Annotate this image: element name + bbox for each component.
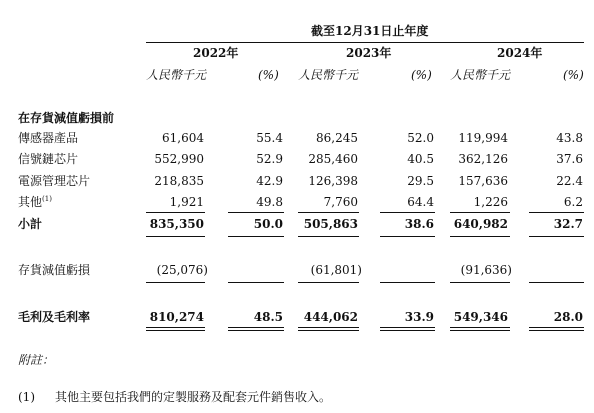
row-label-text: 其他 [18,195,43,209]
subtotal-bottom-rule [529,236,584,237]
total-label: 毛利及毛利率 [18,310,91,324]
cell: 64.4 [407,195,434,209]
total-double-rule [146,330,205,331]
total-double-rule [450,330,510,331]
pct-label-2023: (%) [411,68,432,82]
cell: (25,076) [156,263,208,277]
subtotal-top-rule [529,212,584,213]
total-top-rule [450,282,510,283]
cell: 552,990 [154,152,204,166]
total-double-rule [298,327,359,328]
subtotal-bottom-rule [298,236,359,237]
row-label [18,195,52,209]
cell: 50.0 [253,217,283,231]
subtotal-bottom-rule [146,236,205,237]
notes-heading: 附註： [18,353,55,367]
footnote-marker: (1) [42,195,52,203]
cell: 29.5 [407,174,434,188]
cell: 52.9 [256,152,283,166]
total-top-rule [146,282,205,283]
cell: 1,226 [473,195,508,209]
year-2022: 2022年 [193,46,239,60]
total-top-rule [529,282,584,283]
row-label: 傳感器產品 [18,131,79,145]
subtotal-top-rule [298,212,359,213]
total-double-rule [529,327,584,328]
total-top-rule [298,282,359,283]
pct-label-2022: (%) [258,68,279,82]
cell: 6.2 [563,195,583,209]
cell: 43.8 [556,131,583,145]
cell: (61,801) [310,263,362,277]
total-double-rule [228,330,284,331]
unit-label-2023: 人民幣千元 [298,68,359,82]
subtotal-top-rule [450,212,510,213]
cell: 444,062 [303,310,358,324]
cell: 119,994 [458,131,508,145]
cell: 38.6 [404,217,434,231]
subtotal-top-rule [380,212,435,213]
unit-label-2022: 人民幣千元 [146,68,207,82]
total-double-rule [380,330,435,331]
note-marker: (1) [18,390,35,404]
year-2023: 2023年 [346,46,392,60]
total-double-rule [228,327,284,328]
cell: 157,636 [458,174,508,188]
cell: 22.4 [556,174,583,188]
subtotal-bottom-rule [450,236,510,237]
unit-label-2024: 人民幣千元 [450,68,511,82]
cell: 1,921 [169,195,204,209]
subtotal-label: 小計 [18,217,43,231]
cell: 505,863 [303,217,358,231]
cell: 28.0 [553,310,583,324]
cell: 549,346 [453,310,508,324]
cell: 37.6 [556,152,583,166]
note-text: 其他主要包括我們的定製服務及配套元件銷售收入。 [55,390,332,404]
pct-label-2024: (%) [563,68,584,82]
cell: 7,760 [323,195,358,209]
total-top-rule [380,282,435,283]
cell: 640,982 [453,217,508,231]
cell: 835,350 [149,217,204,231]
cell: 49.8 [256,195,283,209]
cell: 52.0 [407,131,434,145]
cell: 32.7 [553,217,583,231]
impairment-label: 存貨減值虧損 [18,263,91,277]
subtotal-bottom-rule [380,236,435,237]
row-label: 信號鏈芯片 [18,152,79,166]
period-header: 截至12月31日止年度 [311,24,429,38]
cell: 55.4 [256,131,283,145]
total-top-rule [228,282,284,283]
cell: 42.9 [256,174,283,188]
cell: 810,274 [149,310,204,324]
total-double-rule [529,330,584,331]
cell: 126,398 [308,174,358,188]
cell: 218,835 [154,174,204,188]
cell: 33.9 [404,310,434,324]
period-underline [146,42,584,43]
row-label: 電源管理芯片 [18,174,91,188]
subtotal-top-rule [228,212,284,213]
total-double-rule [380,327,435,328]
cell: 285,460 [308,152,358,166]
cell: (91,636) [460,263,512,277]
section-title: 在存貨減值虧損前 [18,111,115,125]
cell: 61,604 [162,131,204,145]
subtotal-bottom-rule [228,236,284,237]
year-2024: 2024年 [497,46,543,60]
total-double-rule [298,330,359,331]
cell: 48.5 [253,310,283,324]
total-double-rule [146,327,205,328]
subtotal-top-rule [146,212,205,213]
cell: 40.5 [407,152,434,166]
total-double-rule [450,327,510,328]
cell: 86,245 [316,131,358,145]
cell: 362,126 [458,152,508,166]
